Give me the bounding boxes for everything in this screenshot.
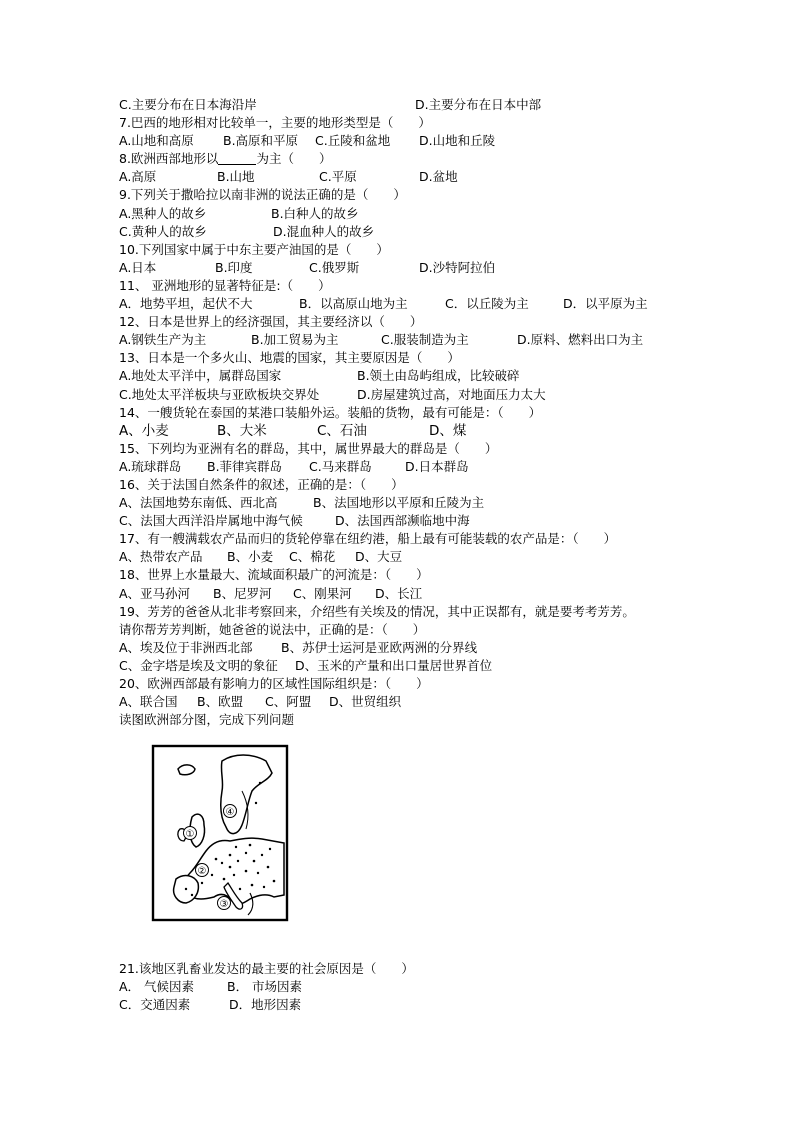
question-12: 12、日本是世界上的经济强国，其主要经济以（ ） <box>119 314 423 330</box>
option-row: C.主要分布在日本海沿岸 D.主要分布在日本中部 <box>119 97 542 112</box>
map-label-2: ② <box>197 866 207 877</box>
option-row: C．交通因素 D．地形因素 <box>119 997 302 1013</box>
map-instruction: 读图欧洲部分图，完成下列问题 <box>119 712 295 728</box>
option-row: A、法国地势东南低、西北高 B、法国地形以平原和丘陵为主 <box>119 495 485 511</box>
option-row: A．地势平坦，起伏不大 B．以高原山地为主 C．以丘陵为主 D．以平原为主 <box>119 296 648 312</box>
option-row: A.黑种人的故乡 B.白种人的故乡 <box>119 205 359 221</box>
question-7: 7.巴西的地形相对比较单一，主要的地形类型是（ ） <box>119 115 431 131</box>
option-row: A、小麦 B、大米 C、石油 D、煤 <box>119 422 467 439</box>
option-row: C、法国大西洋沿岸属地中海气候 D、法国西部濒临地中海 <box>119 513 470 529</box>
option-row: A.日本 B.印度 C.俄罗斯 D.沙特阿拉伯 <box>119 259 496 275</box>
map-label-3: ③ <box>219 899 229 910</box>
question-18: 18、世界上水量最大、流域面积最广的河流是：（ ） <box>119 567 429 583</box>
europe-map <box>150 743 290 923</box>
option-row: C.黄种人的故乡 D.混血种人的故乡 <box>119 223 375 239</box>
option-row: A.钢铁生产为主 B.加工贸易为主 C.服装制造为主 D.原料、燃料出口为主 <box>119 332 644 348</box>
option-row: A、亚马孙河 B、尼罗河 C、刚果河 D、长江 <box>119 585 423 601</box>
map-label-4: ④ <box>225 807 235 818</box>
question-17: 17、有一艘满载农产品而归的货轮停靠在纽约港，船上最有可能装载的农产品是：（ ） <box>119 531 617 547</box>
question-8: 8.欧洲西部地形以 为主（ ） <box>119 151 332 167</box>
option-row: A.山地和高原 B.高原和平原 C.丘陵和盆地 D.山地和丘陵 <box>119 133 496 149</box>
question-14: 14、一艘货轮在泰国的某港口装船外运。装船的货物，最有可能是：（ ） <box>119 404 542 420</box>
question-20: 20、欧洲西部最有影响力的区域性国际组织是：（ ） <box>119 676 429 691</box>
map-label-1: ① <box>185 829 195 840</box>
question-21-block <box>119 960 679 1014</box>
option-row: A.高原 B.山地 C.平原 D.盆地 <box>119 169 458 185</box>
option-row: A.地处太平洋中，属群岛国家 B.领土由岛屿组成，比较破碎 <box>119 368 520 384</box>
question-19: 19、芳芳的爸爸从北非考察回来，介绍些有关埃及的情况，其中正误都有，就是要考考芳芳。 <box>119 603 635 619</box>
option-row: A、埃及位于非洲西北部 B、苏伊士运河是亚欧两洲的分界线 <box>119 639 478 655</box>
question-15: 15、下列均为亚洲有名的群岛，其中，属世界最大的群岛是（ ） <box>119 440 498 456</box>
question-11: 11、 亚洲地形的显著特征是:（ ） <box>119 277 331 293</box>
question-13: 13、日本是一个多火山、地震的国家，其主要原因是（ ） <box>119 350 460 366</box>
question-10: 10.下列国家中属于中东主要产油国的是（ ） <box>119 241 389 257</box>
option-row: A． 气候因素 B． 市场因素 <box>119 979 303 995</box>
option-row: C、金字塔是埃及文明的象征 D、玉米的产量和出口量居世界首位 <box>119 657 493 673</box>
question-21: 21.该地区乳畜业发达的最主要的社会原因是（ ） <box>119 961 414 976</box>
question-16: 16、关于法国自然条件的叙述，正确的是：（ ） <box>119 476 404 492</box>
option-row: A、联合国 B、欧盟 C、阿盟 D、世贸组织 <box>119 694 402 710</box>
question-sheet <box>119 96 679 729</box>
option-row: A、热带农产品 B、小麦 C、棉花 D、大豆 <box>119 549 403 565</box>
question-19-cont: 请你帮芳芳判断，她爸爸的说法中，正确的是：（ ） <box>119 621 426 637</box>
question-9: 9.下列关于撒哈拉以南非洲的说法正确的是（ ） <box>119 187 406 203</box>
option-row: C.地处太平洋板块与亚欧板块交界处 D.房屋建筑过高，对地面压力太大 <box>119 386 546 402</box>
option-row: A.琉球群岛 B.菲律宾群岛 C.马来群岛 D.日本群岛 <box>119 458 469 474</box>
answer-blank <box>218 152 256 165</box>
